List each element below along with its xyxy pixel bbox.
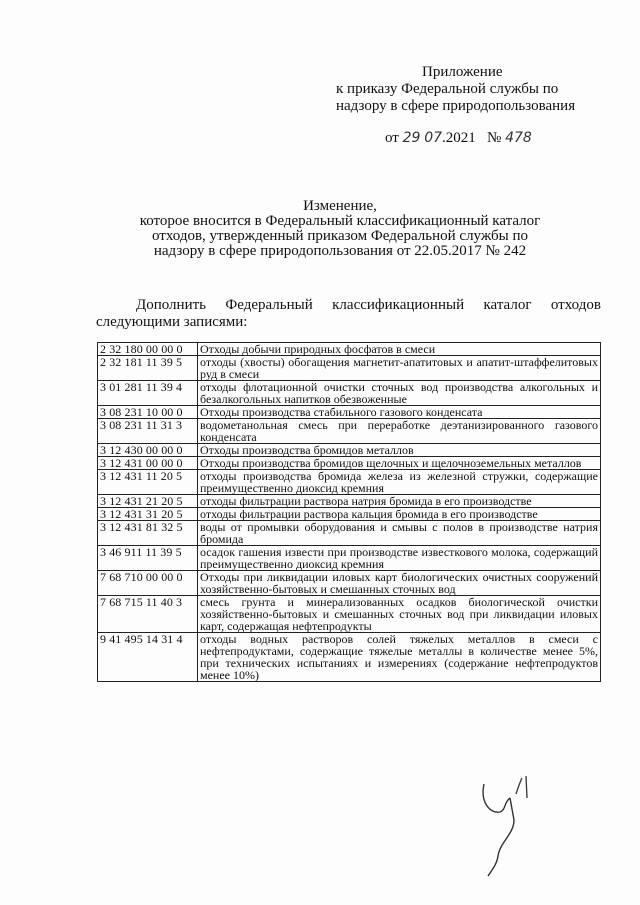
waste-code: 3 12 430 00 00 0 [98,444,198,457]
waste-name: Отходы производства бромидов металлов [198,444,601,457]
order-reference [385,130,625,147]
order-day: 29 [402,130,421,146]
waste-code: 3 01 281 11 39 4 [98,381,198,406]
catalog-row [98,356,601,381]
intro-word: Дополнить [136,297,206,313]
document-heading [110,199,570,259]
waste-code: 9 41 495 14 31 4 [98,633,198,682]
waste-name: отходы производства бромида железа из железной стружки, содержащие преимущественно диоксид кремния [198,470,601,495]
waste-name: осадок гашения извести при производстве известкового молока, содержащий преимущественно диоксид кремния [198,546,601,571]
order-prefix: от [385,130,399,146]
heading-line-1: Изменение, [303,198,377,214]
waste-code: 7 68 710 00 00 0 [98,571,198,596]
order-number: 478 [505,130,532,146]
waste-code: 3 46 911 11 39 5 [98,546,198,571]
catalog-row [98,381,601,406]
appendix-title: Приложение [422,64,503,80]
intro-word: отходов [550,297,601,313]
catalog-row [98,470,601,495]
heading-line-4: надзору в сфере природопользования от 22.05.2017 № 242 [153,243,527,259]
waste-code: 3 12 431 11 20 5 [98,470,198,495]
intro-paragraph [96,297,601,331]
waste-code: 3 12 431 00 00 0 [98,457,198,470]
appendix-line-2: надзору в сфере природопользования [336,98,576,114]
order-number-label: № [487,130,502,146]
intro-word: каталог [483,297,532,313]
handwritten-signature [470,772,560,882]
catalog-row [98,596,601,633]
catalog-row [98,633,601,682]
intro-word: Федеральный [225,297,313,313]
waste-code: 3 08 231 10 00 0 [98,406,198,419]
appendix-block [330,64,600,115]
waste-name: отходы фильтрации раствора кальция бромида в его производстве [198,508,601,521]
waste-name: водометанольная смесь при переработке деэтанизированного газового конденсата [198,419,601,444]
waste-name: воды от промывки оборудования и смывы с полов в производстве натрия бромида [198,521,601,546]
order-month: 07 [424,130,443,146]
intro-word: классификационный [332,297,465,313]
catalog-row [98,419,601,444]
catalog-row [98,444,601,457]
intro-line-1 [96,297,601,314]
waste-name: Отходы производства бромидов щелочных и щелочноземельных металлов [198,457,601,470]
catalog-row [98,508,601,521]
waste-code: 2 32 181 11 39 5 [98,356,198,381]
catalog-row [98,343,601,356]
waste-name: отходы водных растворов солей тяжелых металлов в смеси с нефтепродуктами, содержащие тяжелые металлы в количестве менее 5%, при технических испытаниях и измерениях (содержание нефтепродуктов менее 10%) [198,633,601,682]
waste-code: 3 12 431 81 32 5 [98,521,198,546]
waste-name: Отходы при ликвидации иловых карт биологических очистных сооружений хозяйственно-бытовых и смешанных сточных вод [198,571,601,596]
catalog-row [98,495,601,508]
waste-catalog-body [98,343,601,682]
waste-code: 3 12 431 31 20 5 [98,508,198,521]
catalog-row [98,457,601,470]
waste-name: отходы флотационной очистки сточных вод производства алкогольных и безалкогольных напитков обезвоженные [198,381,601,406]
catalog-row [98,521,601,546]
waste-code: 3 12 431 21 20 5 [98,495,198,508]
order-year: .2021 [442,130,476,146]
catalog-row [98,546,601,571]
catalog-row [98,571,601,596]
waste-catalog-table [97,342,601,682]
waste-name: отходы (хвосты) обогащения магнетит-апатитовых и апатит-штаффелитовых руд в смеси [198,356,601,381]
waste-code: 2 32 180 00 00 0 [98,343,198,356]
appendix-line-1: к приказу Федеральной службы по [336,81,559,97]
waste-name: Отходы производства стабильного газового конденсата [198,406,601,419]
waste-code: 7 68 715 11 40 3 [98,596,198,633]
waste-name: отходы фильтрации раствора натрия бромида в его производстве [198,495,601,508]
heading-line-3: отходов, утвержденный приказом Федеральной службы по [151,228,529,244]
waste-code: 3 08 231 11 31 3 [98,419,198,444]
intro-line-2: следующими записями: [96,314,248,330]
waste-name: Отходы добычи природных фосфатов в смеси [198,343,601,356]
waste-name: смесь грунта и минерализованных осадков биологической очистки хозяйственно-бытовых и смешанных сточных вод при ликвидации иловых карт, содержащая нефтепродукты [198,596,601,633]
catalog-row [98,406,601,419]
heading-line-2: которое вносится в Федеральный классификационный каталог [139,213,541,229]
